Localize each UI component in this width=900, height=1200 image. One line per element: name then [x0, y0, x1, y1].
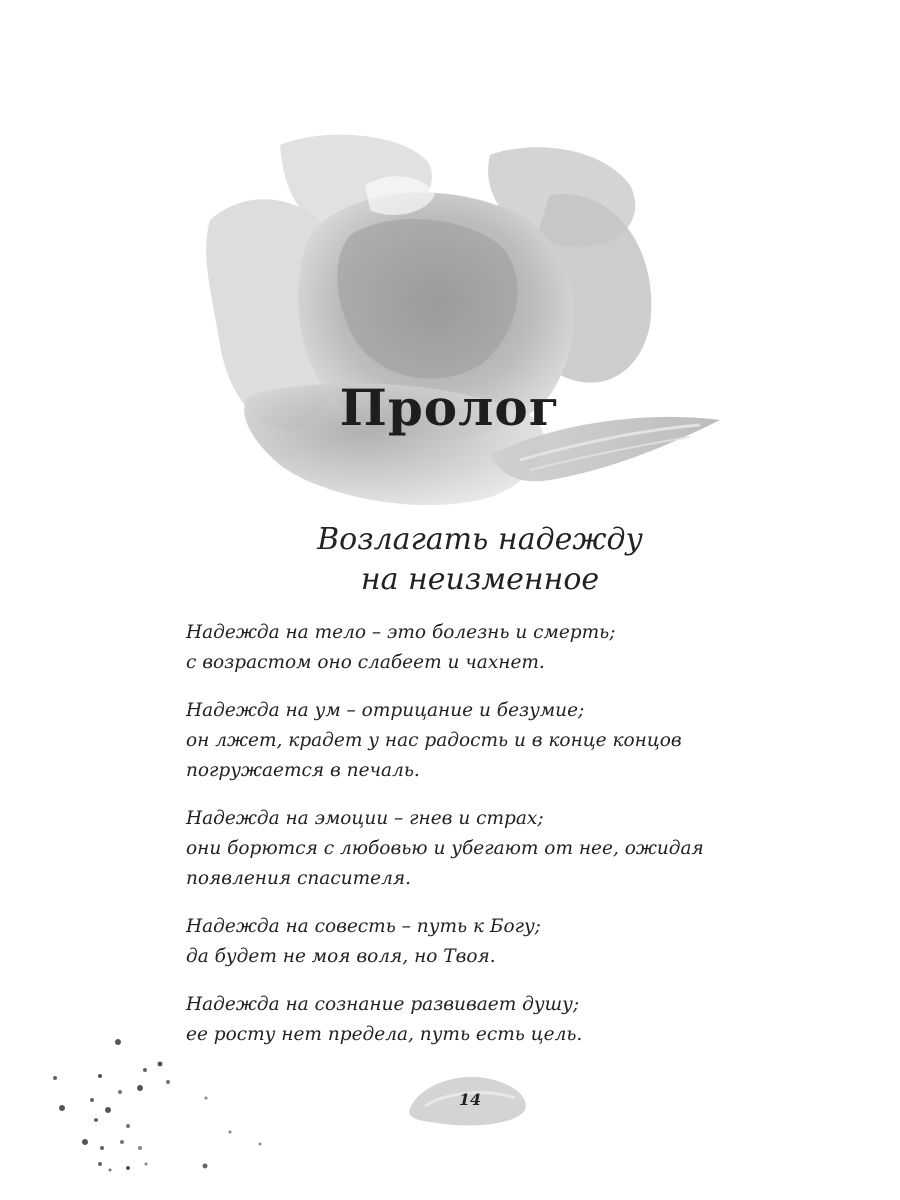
poem-line: да будет не моя воля, но Твоя. — [186, 946, 496, 967]
poem-stanza-3 — [186, 804, 786, 894]
poem-stanza-1 — [186, 618, 786, 678]
page-number: 14 — [458, 1090, 482, 1109]
subtitle-line-1: Возлагать надежду — [317, 522, 643, 557]
poem-line: появления спасителя. — [186, 868, 412, 889]
poem-stanza-4 — [186, 912, 786, 972]
ink-splatter-decoration — [40, 1030, 280, 1190]
subtitle-line-2: на неизменное — [360, 562, 600, 597]
watercolor-flower-illustration — [190, 125, 730, 525]
poem-line: Надежда на тело – это болезнь и смерть; — [186, 622, 616, 643]
poem-line: Надежда на сознание развивает душу; — [186, 994, 580, 1015]
poem-line: с возрастом оно слабеет и чахнет. — [186, 652, 545, 673]
poem-line: погружается в печаль. — [186, 760, 420, 781]
poem-stanza-2 — [186, 696, 786, 786]
chapter-title: Пролог — [339, 378, 561, 437]
section-subtitle — [0, 520, 900, 600]
poem-line: он лжет, крадет у нас радость и в конце концов — [186, 730, 682, 751]
poem-line: Надежда на эмоции – гнев и страх; — [186, 808, 544, 829]
poem-line: Надежда на совесть – путь к Богу; — [186, 916, 541, 937]
page-number-badge — [405, 1068, 535, 1130]
poem-line: ее росту нет предела, путь есть цель. — [186, 1024, 583, 1045]
poem-body — [186, 618, 786, 1068]
poem-line: они борются с любовью и убегают от нее, ожидая — [186, 838, 704, 859]
poem-line: Надежда на ум – отрицание и безумие; — [186, 700, 585, 721]
